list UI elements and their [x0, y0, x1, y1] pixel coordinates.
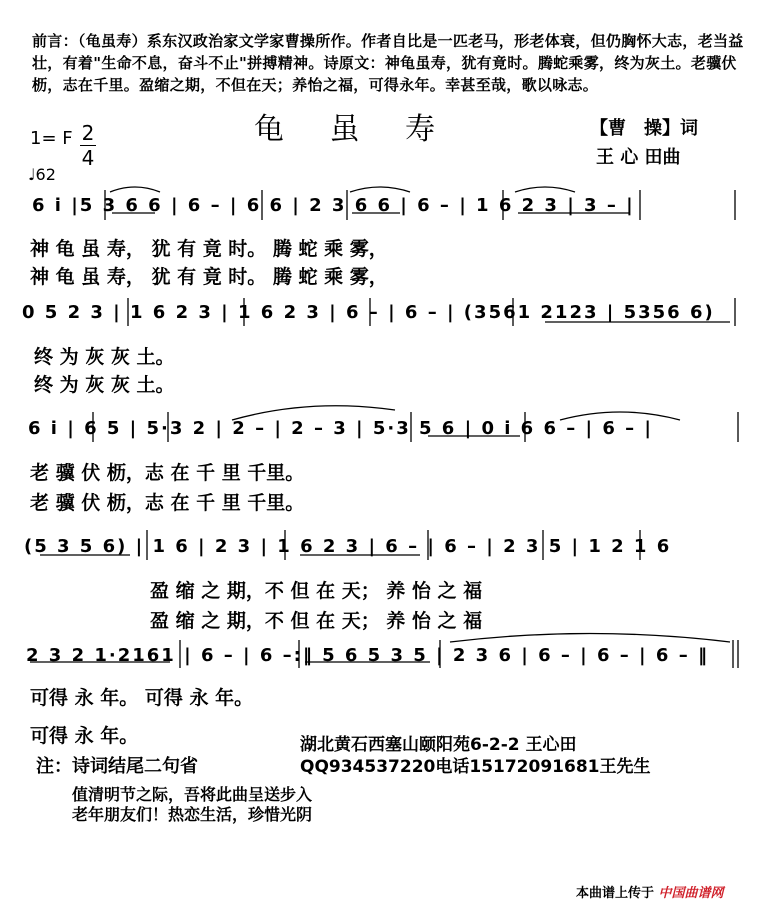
- notation-line-1: 6 i |5 3 6 6 | 6 – | 6 6 | 2 3 6 6 | 6 – | 1 6 2 3 | 3 – |: [32, 195, 635, 216]
- lyrics-line-2a: 终 为 灰 灰 土。: [34, 346, 175, 368]
- time-signature-bottom: 4: [81, 146, 95, 170]
- notation-line-5: 2 3 2 1·2161 | 6 – | 6 –:‖ 5 6 5 3 5 | 2 3 6 | 6 – | 6 – | 6 – ‖: [26, 645, 709, 666]
- lyrics-line-3b: 老 骥 伏 枥，志 在 千 里 千里。: [30, 492, 305, 514]
- lyrics-line-2b: 终 为 灰 灰 土。: [34, 374, 175, 396]
- lyrics-line-4a: 盈 缩 之 期，不 但 在 天； 养 怡 之 福: [150, 580, 483, 602]
- contact-phone: QQ934537220电话15172091681王先生: [300, 757, 651, 777]
- lyrics-line-3a: 老 骥 伏 枥，志 在 千 里 千里。: [30, 462, 305, 484]
- notation-line-2: 0 5 2 3 | 1 6 2 3 | 1 6 2 3 | 6 – | 6 – | (3561 2123 | 5356 6): [22, 302, 715, 323]
- lyrics-line-4b: 盈 缩 之 期，不 但 在 天； 养 怡 之 福: [150, 610, 483, 632]
- time-signature-top: 2: [81, 121, 95, 145]
- watermark: [576, 882, 724, 901]
- notation-line-3: 6 i | 6 5 | 5·3 2 | 2 – | 2 – 3 | 5·3 5 6 | 0 i 6 6 – | 6 – |: [28, 418, 653, 439]
- lyrics-line-1b: 神 龟 虽 寿， 犹 有 竟 时。 腾 蛇 乘 雾，: [30, 266, 388, 288]
- composer-credit: 王 心 田曲: [596, 147, 681, 168]
- tempo-marking: ♩62: [28, 165, 56, 184]
- notation-line-4: (5 3 5 6) | 1 6 | 2 3 | 1 6 2 3 | 6 – | 6 – | 2 3 5 | 1 2 1 6: [24, 536, 672, 557]
- contact-address: 湖北黄石西塞山颐阳苑6-2-2 王心田: [300, 735, 577, 755]
- dedication-line-2: 老年朋友们！热恋生活，珍惜光阴: [72, 805, 313, 824]
- lyrics-line-1a: 神 龟 虽 寿， 犹 有 竟 时。 腾 蛇 乘 雾，: [30, 238, 388, 260]
- lyrics-line-5a: 可得 永 年。 可得 永 年。: [30, 687, 254, 709]
- lyricist-credit: 【曹 操】词: [590, 118, 698, 139]
- preface-text: 前言：（龟虽寿）系东汉政治家文学家曹操所作。作者自比是一匹老马，形老体衰，但仍胸怀大志，老当益壮，有着"生命不息，奋斗不止"拼搏精神。诗原文：神龟虽寿，犹有竟时。腾蛇乘雾，终为灰土。老骥伏枥，志在千里。盈缩之期，不但在天；养怡之福，可得永年。幸甚至哉，歌以咏志。: [32, 32, 744, 94]
- key-signature: 1= F: [30, 128, 73, 149]
- song-title: 龟 虽 寿: [254, 112, 454, 147]
- lyrics-line-5b: 可得 永 年。: [30, 725, 139, 747]
- footnote: 注：诗词结尾二句省: [36, 756, 198, 777]
- watermark-prefix: 本曲谱上传于: [576, 886, 655, 901]
- dedication-line-1: 值清明节之际，吾将此曲呈送步入: [72, 785, 313, 804]
- watermark-brand: 中国曲谱网: [658, 886, 724, 901]
